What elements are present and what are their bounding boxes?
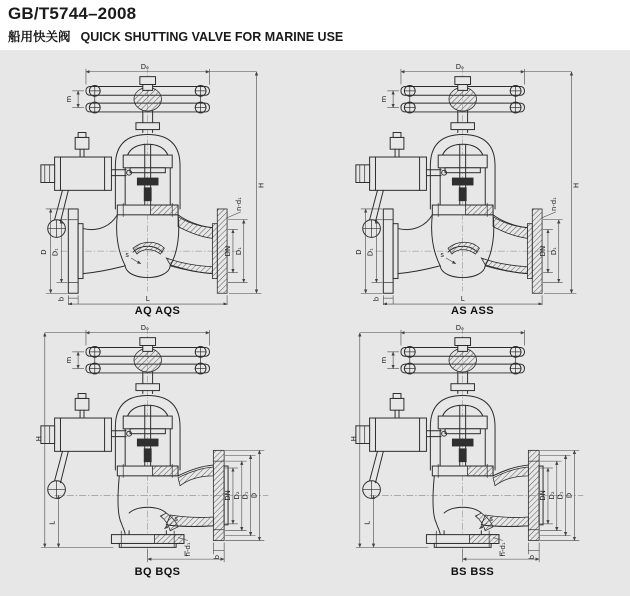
valve-drawing-globe-as — [350, 60, 595, 305]
document-title — [8, 27, 620, 45]
figure-caption-bq: BQ BQS — [134, 566, 181, 578]
valve-figure-aq — [35, 60, 280, 317]
title-english: QUICK SHUTTING VALVE FOR MARINE USE — [80, 29, 344, 44]
standard-number: GB/T5744–2008 — [8, 4, 137, 23]
valve-drawing-angle-bq — [35, 321, 280, 566]
figure-caption-aq: AQ AQS — [134, 305, 181, 317]
document-header — [0, 0, 630, 45]
valve-figure-bs — [350, 321, 595, 578]
drawing-panel — [0, 50, 630, 596]
figure-grid — [0, 50, 630, 582]
valve-figure-as — [350, 60, 595, 317]
valve-figure-bq — [35, 321, 280, 578]
valve-drawing-globe-aq — [35, 60, 280, 305]
figure-caption-as: AS ASS — [451, 305, 494, 317]
valve-drawing-angle-bs — [350, 321, 595, 566]
title-chinese: 船用快关阀 — [8, 29, 71, 44]
figure-caption-bs: BS BSS — [450, 566, 495, 578]
